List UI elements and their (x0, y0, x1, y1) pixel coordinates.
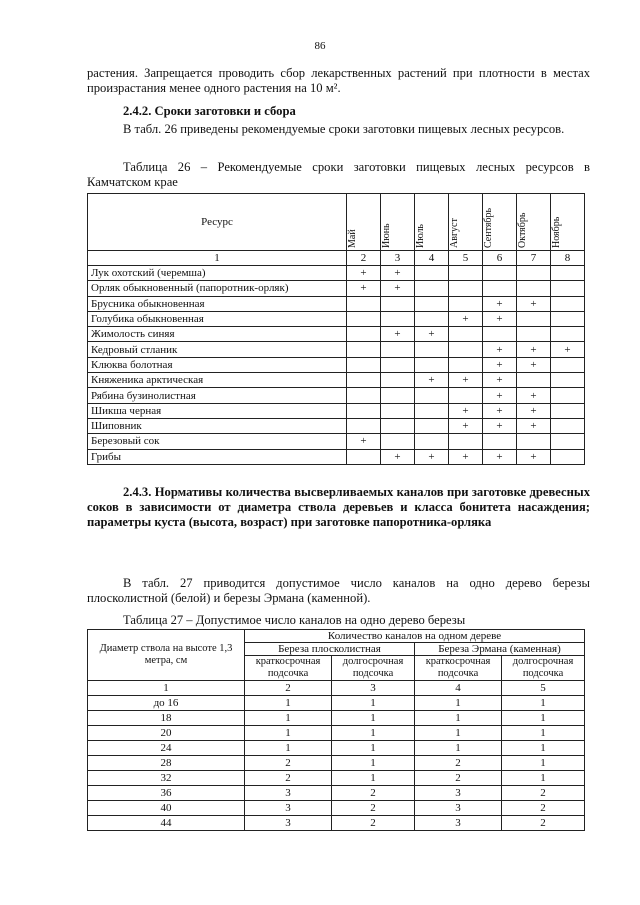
page-number: 86 (314, 40, 326, 52)
resource-name: Брусника обыкновенная (88, 296, 347, 311)
season-mark: + (483, 418, 517, 433)
season-mark: + (517, 418, 551, 433)
season-mark (551, 281, 585, 296)
season-mark (483, 327, 517, 342)
table-row (88, 281, 585, 296)
table-row (88, 373, 585, 388)
diameter-cell: 36 (88, 786, 245, 801)
section-243-heading: 2.4.3. Нормативы количества высверливаемых каналов при заготовке древесных соков в зависимости от диаметра ствола деревьев и класса бонитета насаждения; параметры куста (высота, возраст) при заготовке папоротника-орляка (87, 485, 590, 529)
table-row (88, 266, 585, 281)
channel-count-cell: 2 (245, 756, 332, 771)
table-row (88, 327, 585, 342)
table26-col-number: 3 (381, 251, 415, 266)
season-mark (449, 281, 483, 296)
table27-number-row (88, 681, 585, 696)
table-row (88, 434, 585, 449)
season-mark: + (449, 449, 483, 464)
season-mark (347, 311, 381, 326)
table27-col-number: 1 (88, 681, 245, 696)
season-mark (415, 357, 449, 372)
resource-name: Березовый сок (88, 434, 347, 449)
season-mark: + (483, 373, 517, 388)
table-row (88, 801, 585, 816)
table-row (88, 403, 585, 418)
season-mark: + (483, 388, 517, 403)
season-mark (449, 388, 483, 403)
season-mark (517, 281, 551, 296)
table27-header-birch-erman: Береза Эрмана (каменная) (415, 643, 585, 656)
season-mark (517, 373, 551, 388)
diameter-cell: 44 (88, 816, 245, 831)
channel-count-cell: 1 (502, 711, 585, 726)
season-mark (415, 296, 449, 311)
table-27 (87, 629, 585, 831)
channel-count-cell: 1 (502, 726, 585, 741)
section-243-paragraph: В табл. 27 приводится допустимое число каналов на одно дерево березы плосколистной (белой) и березы Эрмана (каменной). (87, 576, 590, 605)
season-mark: + (381, 327, 415, 342)
resource-name: Шикша черная (88, 403, 347, 418)
table26-header-row (88, 194, 585, 251)
channel-count-cell: 1 (502, 741, 585, 756)
season-mark (381, 342, 415, 357)
season-mark (449, 434, 483, 449)
season-mark: + (415, 327, 449, 342)
season-mark: + (517, 449, 551, 464)
diameter-cell: до 16 (88, 696, 245, 711)
season-mark (415, 388, 449, 403)
table27-header-birch-flat: Береза плосколистная (245, 643, 415, 656)
channel-count-cell: 2 (502, 786, 585, 801)
season-mark (551, 327, 585, 342)
table-row (88, 388, 585, 403)
season-mark (381, 388, 415, 403)
channel-count-cell: 2 (332, 816, 415, 831)
table26-month: Август (449, 218, 460, 248)
channel-count-cell: 1 (332, 756, 415, 771)
channel-count-cell: 1 (332, 771, 415, 786)
table26-month: Октябрь (517, 212, 528, 248)
season-mark (415, 418, 449, 433)
season-mark (347, 327, 381, 342)
channel-count-cell: 1 (415, 696, 502, 711)
channel-count-cell: 3 (415, 801, 502, 816)
table-row (88, 311, 585, 326)
channel-count-cell: 2 (502, 816, 585, 831)
table26-month: Июнь (381, 223, 392, 248)
season-mark (347, 342, 381, 357)
resource-name: Кедровый стланик (88, 342, 347, 357)
diameter-cell: 18 (88, 711, 245, 726)
season-mark (551, 373, 585, 388)
season-mark: + (449, 311, 483, 326)
table27-col-number: 5 (502, 681, 585, 696)
channel-count-cell: 3 (415, 786, 502, 801)
season-mark (415, 342, 449, 357)
intro-paragraph: растения. Запрещается проводить сбор лекарственных растений при плотности в местах произрастания менее одного растения на 10 м². (87, 66, 590, 95)
channel-count-cell: 1 (245, 696, 332, 711)
season-mark (381, 357, 415, 372)
channel-count-cell: 1 (245, 711, 332, 726)
season-mark: + (449, 418, 483, 433)
season-mark (347, 357, 381, 372)
channel-count-cell: 2 (332, 801, 415, 816)
season-mark (347, 373, 381, 388)
channel-count-cell: 1 (332, 726, 415, 741)
table-row (88, 711, 585, 726)
season-mark: + (449, 403, 483, 418)
channel-count-cell: 1 (415, 711, 502, 726)
season-mark (347, 418, 381, 433)
table27-header-long: долгосрочная подсочка (332, 656, 415, 681)
resource-name: Грибы (88, 449, 347, 464)
season-mark (551, 434, 585, 449)
season-mark: + (517, 296, 551, 311)
table-row (88, 741, 585, 756)
season-mark (483, 266, 517, 281)
diameter-cell: 40 (88, 801, 245, 816)
channel-count-cell: 1 (502, 771, 585, 786)
season-mark (347, 449, 381, 464)
channel-count-cell: 1 (415, 741, 502, 756)
channel-count-cell: 1 (245, 726, 332, 741)
season-mark (551, 296, 585, 311)
table27-caption: Таблица 27 – Допустимое число каналов на одно дерево березы (123, 613, 466, 627)
channel-count-cell: 2 (332, 786, 415, 801)
channel-count-cell: 2 (415, 756, 502, 771)
table26-col-number: 8 (551, 251, 585, 266)
table-row (88, 756, 585, 771)
channel-count-cell: 3 (245, 801, 332, 816)
table27-header-short: краткосрочная подсочка (415, 656, 502, 681)
season-mark: + (483, 449, 517, 464)
table27-col-number: 3 (332, 681, 415, 696)
table-row (88, 449, 585, 464)
season-mark: + (347, 266, 381, 281)
section-242-paragraph: В табл. 26 приведены рекомендуемые сроки заготовки пищевых лесных ресурсов. (123, 122, 565, 136)
season-mark (449, 342, 483, 357)
table-row (88, 726, 585, 741)
season-mark: + (415, 373, 449, 388)
season-mark (449, 357, 483, 372)
diameter-cell: 24 (88, 741, 245, 756)
season-mark (551, 357, 585, 372)
diameter-cell: 28 (88, 756, 245, 771)
season-mark (517, 434, 551, 449)
channel-count-cell: 1 (332, 696, 415, 711)
season-mark (381, 296, 415, 311)
table-row (88, 786, 585, 801)
table26-body (88, 266, 585, 465)
table27-header-count: Количество каналов на одном дереве (245, 630, 585, 643)
table26-col-number: 7 (517, 251, 551, 266)
season-mark: + (483, 403, 517, 418)
table26-month: Ноябрь (551, 216, 562, 248)
resource-name: Клюква болотная (88, 357, 347, 372)
table26-month: Сентябрь (483, 207, 494, 248)
season-mark (381, 418, 415, 433)
season-mark (415, 311, 449, 326)
season-mark (347, 403, 381, 418)
table-row (88, 771, 585, 786)
table27-col-number: 4 (415, 681, 502, 696)
season-mark (347, 388, 381, 403)
resource-name: Шиповник (88, 418, 347, 433)
table-row (88, 357, 585, 372)
season-mark: + (483, 296, 517, 311)
channel-count-cell: 3 (245, 816, 332, 831)
table26-col-number: 5 (449, 251, 483, 266)
resource-name: Княженика арктическая (88, 373, 347, 388)
season-mark (381, 311, 415, 326)
season-mark (551, 266, 585, 281)
channel-count-cell: 1 (332, 711, 415, 726)
season-mark (551, 418, 585, 433)
season-mark (551, 311, 585, 326)
diameter-cell: 32 (88, 771, 245, 786)
channel-count-cell: 2 (415, 771, 502, 786)
channel-count-cell: 3 (415, 816, 502, 831)
table27-header-long: долгосрочная подсочка (502, 656, 585, 681)
season-mark: + (381, 266, 415, 281)
season-mark (551, 388, 585, 403)
channel-count-cell: 1 (332, 741, 415, 756)
resource-name: Орляк обыкновенный (папоротник-орляк) (88, 281, 347, 296)
season-mark: + (347, 281, 381, 296)
table26-number-row (88, 251, 585, 266)
table26-col-number: 1 (88, 251, 347, 266)
season-mark: + (517, 342, 551, 357)
season-mark (415, 281, 449, 296)
diameter-cell: 20 (88, 726, 245, 741)
season-mark: + (517, 357, 551, 372)
table27-col-number: 2 (245, 681, 332, 696)
season-mark (483, 281, 517, 296)
channel-count-cell: 2 (502, 801, 585, 816)
table27-body (88, 696, 585, 831)
table-row (88, 296, 585, 311)
table26-col-number: 4 (415, 251, 449, 266)
season-mark (551, 403, 585, 418)
season-mark: + (483, 342, 517, 357)
table26-col-number: 6 (483, 251, 517, 266)
channel-count-cell: 1 (415, 726, 502, 741)
season-mark (415, 266, 449, 281)
section-242-heading: 2.4.2. Сроки заготовки и сбора (123, 104, 296, 118)
season-mark: + (381, 449, 415, 464)
resource-name: Лук охотский (черемша) (88, 266, 347, 281)
season-mark (381, 434, 415, 449)
resource-name: Голубика обыкновенная (88, 311, 347, 326)
resource-name: Рябина бузинолистная (88, 388, 347, 403)
channel-count-cell: 1 (502, 696, 585, 711)
table27-header-short: краткосрочная подсочка (245, 656, 332, 681)
table26-caption: Таблица 26 – Рекомендуемые сроки заготовки пищевых лесных ресурсов в Камчатском крае (87, 160, 590, 189)
season-mark: + (381, 281, 415, 296)
table-row (88, 418, 585, 433)
season-mark: + (517, 388, 551, 403)
season-mark (517, 327, 551, 342)
table-row (88, 816, 585, 831)
table26-header-resource: Ресурс (88, 194, 347, 251)
table-row (88, 696, 585, 711)
table26-col-number: 2 (347, 251, 381, 266)
table26-month: Май (347, 229, 358, 248)
season-mark (517, 311, 551, 326)
channel-count-cell: 2 (245, 771, 332, 786)
season-mark (347, 296, 381, 311)
channel-count-cell: 3 (245, 786, 332, 801)
table-row (88, 342, 585, 357)
resource-name: Жимолость синяя (88, 327, 347, 342)
season-mark (449, 266, 483, 281)
season-mark: + (347, 434, 381, 449)
season-mark: + (415, 449, 449, 464)
channel-count-cell: 1 (245, 741, 332, 756)
season-mark (449, 296, 483, 311)
season-mark (449, 327, 483, 342)
season-mark (483, 434, 517, 449)
season-mark: + (483, 357, 517, 372)
season-mark: + (449, 373, 483, 388)
season-mark: + (517, 403, 551, 418)
season-mark (381, 373, 415, 388)
season-mark (517, 266, 551, 281)
season-mark (551, 449, 585, 464)
channel-count-cell: 1 (502, 756, 585, 771)
season-mark (415, 403, 449, 418)
table-26 (87, 193, 585, 465)
season-mark (415, 434, 449, 449)
table27-header-diameter: Диаметр ствола на высоте 1,3 метра, см (88, 630, 245, 681)
table26-month: Июль (415, 224, 426, 248)
season-mark: + (551, 342, 585, 357)
season-mark: + (483, 311, 517, 326)
season-mark (381, 403, 415, 418)
